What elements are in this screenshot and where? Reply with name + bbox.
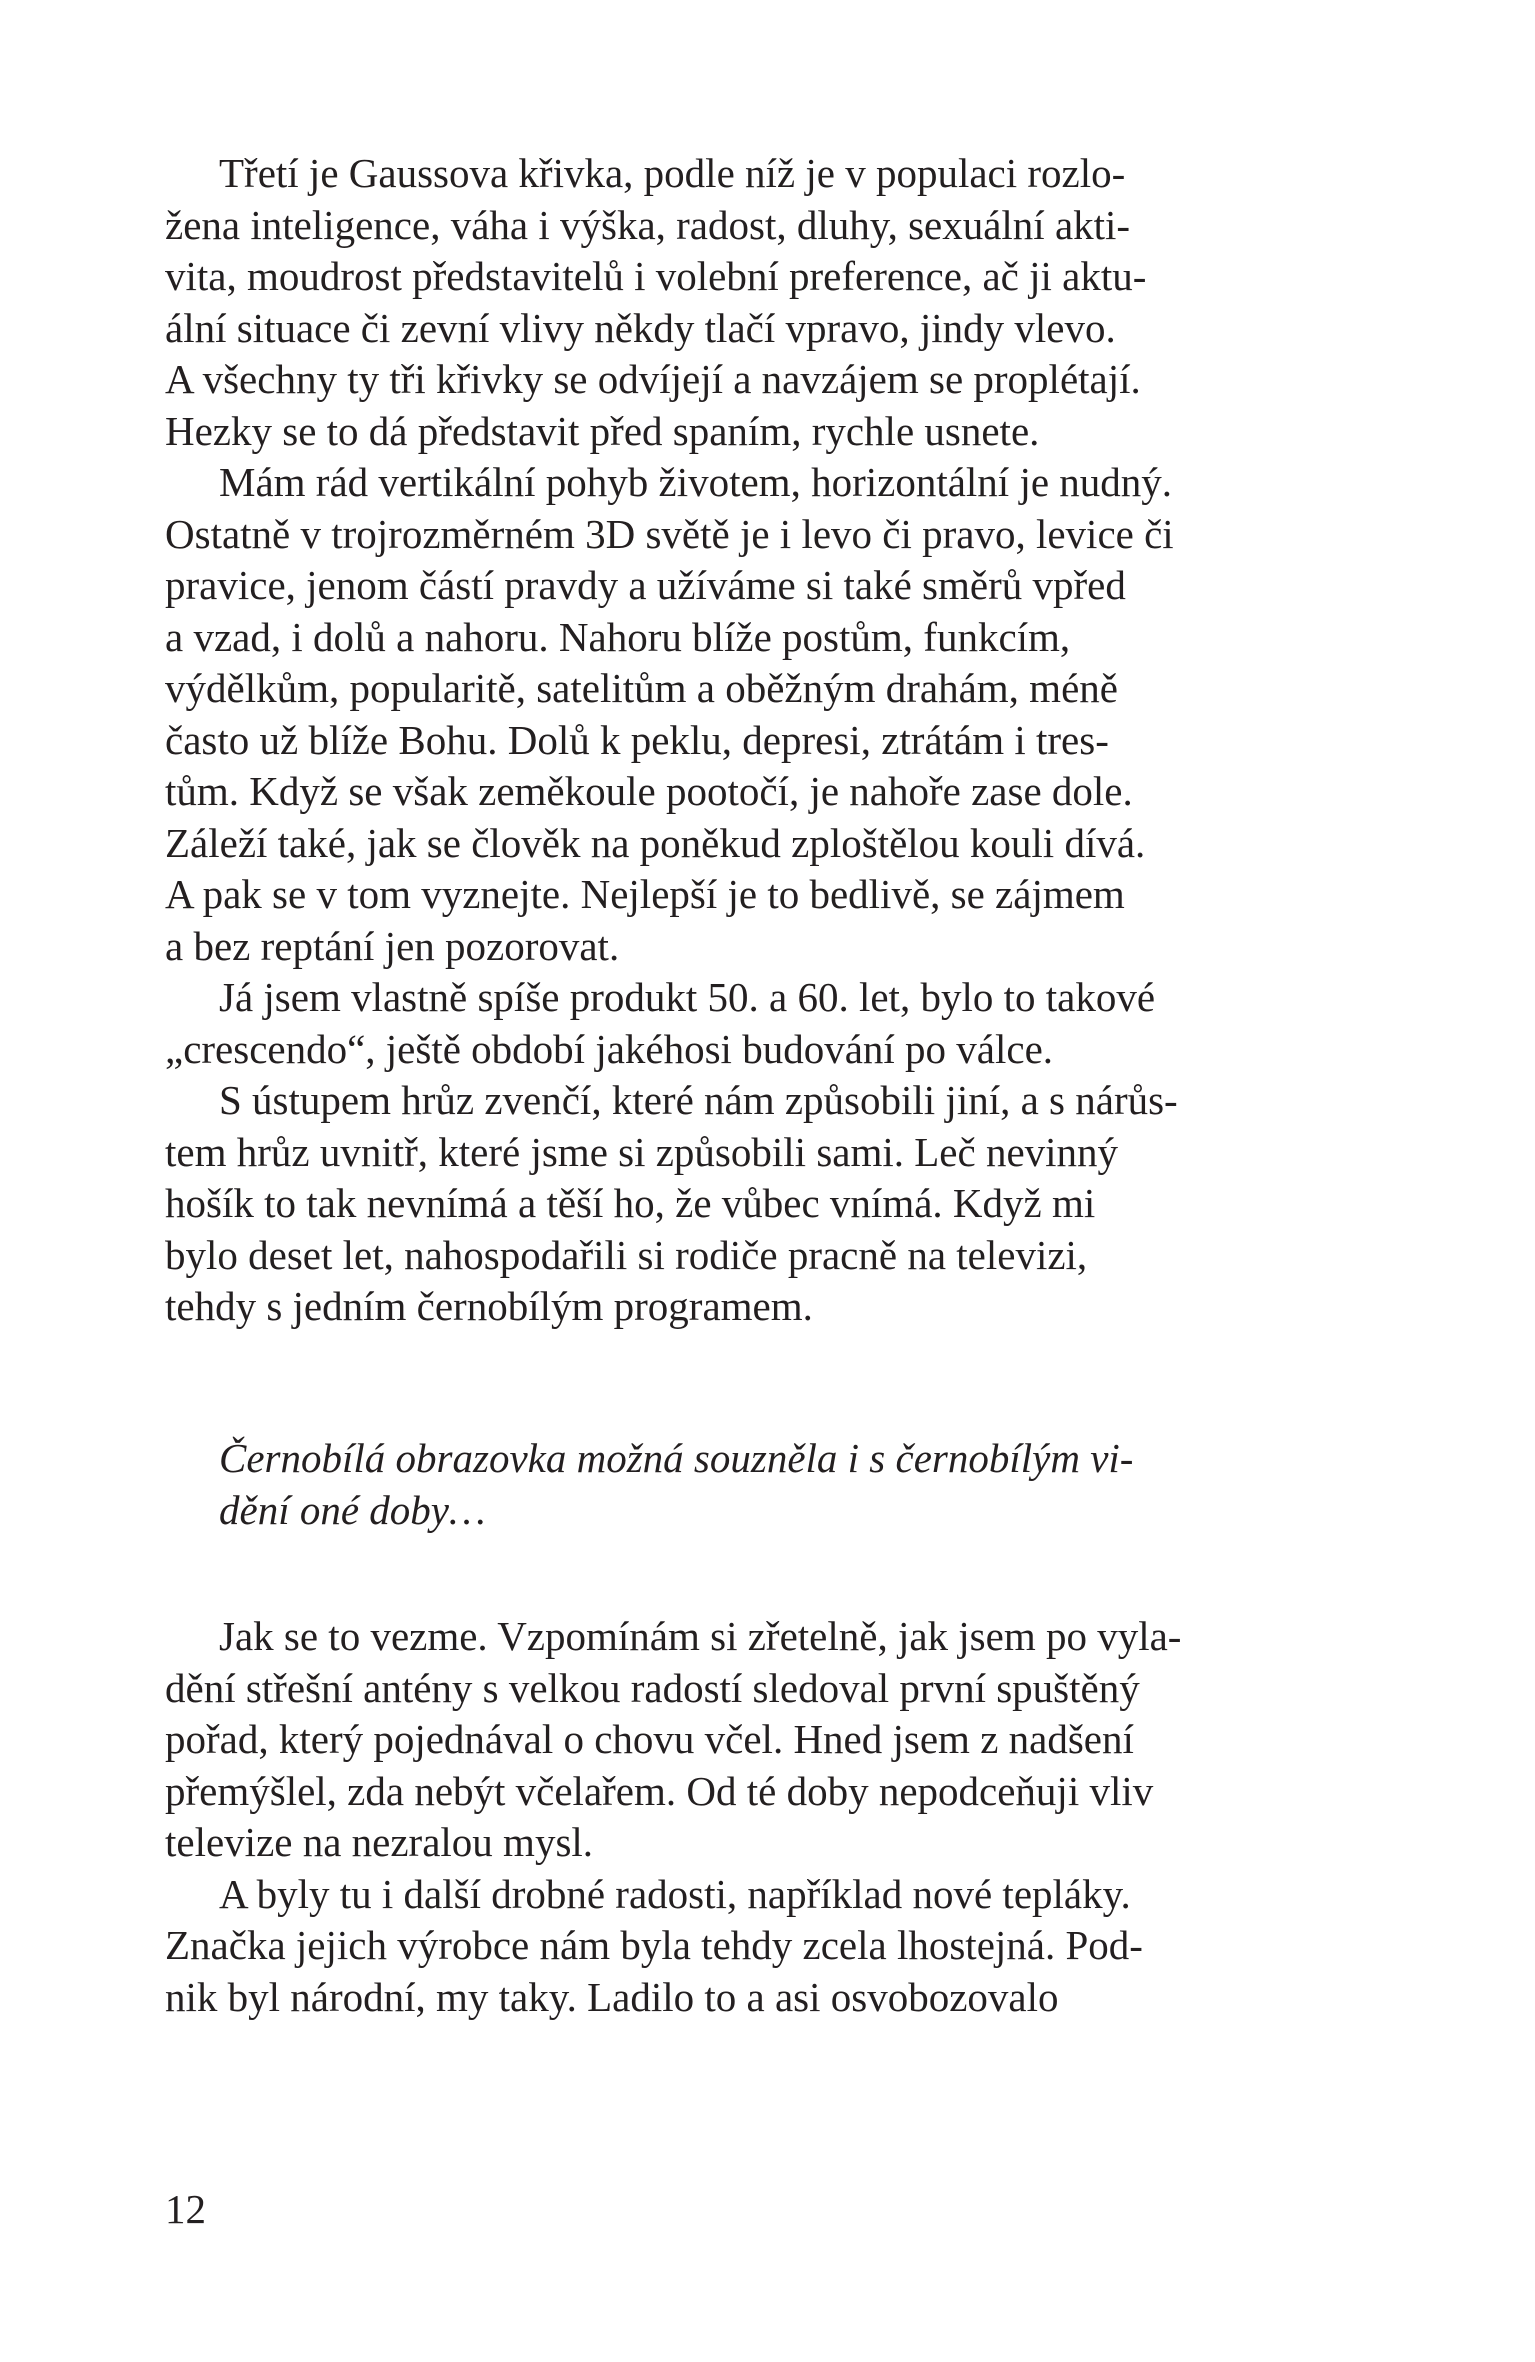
body-text-bottom — [165, 1611, 1315, 2023]
paragraph-crescendo: Já jsem vlastně spíše produkt 50. a 60. let, bylo to takové „crescendo“, ještě období jakéhosi budování po válce. — [165, 974, 1156, 1072]
paragraph-television: S ústupem hrůz zvenčí, které nám způsobili jiní, a s nárůs- tem hrůz uvnitř, které jsme si způsobili sami. Leč nevinný hošík to tak nevnímá a těší ho, že vůbec vnímá. Když mi bylo deset let, nahospodařili si rodiče pracně na televizi, tehdy s jedním černobílým programem. — [165, 1077, 1178, 1329]
paragraph-vertical-movement: Mám rád vertikální pohyb životem, horizontální je nudný. Ostatně v trojrozměrném 3D světě je i levo či pravo, levice či pravice, jenom částí pravdy a užíváme si také směrů vpřed a vzad, i dolů a nahoru. Nahoru blíže postům, funkcím, výdělkům, popularitě, satelitům a oběžným drahám, méně často už blíže Bohu. Dolů k peklu, depresi, ztrátám i tres- tům. Když se však zeměkoule pootočí, je nahoře zase dole. Záleží také, jak se člověk na poněkud zploštělou kouli dívá. A pak se v tom vyznejte. Nejlepší je to bedlivě, se zájmem a bez reptání jen pozorovat. — [165, 459, 1174, 969]
paragraph-gauss: Třetí je Gaussova křivka, podle níž je v populaci rozlo- žena inteligence, váha i výška, radost, dluhy, sexuální akti- vita, moudrost představitelů i volební preference, ač ji aktu- ální situace či zevní vlivy někdy tlačí vpravo, jindy vlevo. A všechny ty tři křivky se odvíjejí a navzájem se proplétají. Hezky se to dá představit před spaním, rychle usnete. — [165, 150, 1147, 454]
interview-question: Černobílá obrazovka možná souzněla i s černobílým vi- dění oné doby… — [219, 1435, 1134, 1533]
paragraph-antenna: Jak se to vezme. Vzpomínám si zřetelně, jak jsem po vyla- dění střešní antény s velkou radostí sledoval první spuštěný pořad, který pojednával o chovu včel. Hned jsem z nadšení přemýšlel, zda nebýt včelařem. Od té doby nepodceňuji vliv televize na nezralou mysl. — [165, 1613, 1182, 1865]
body-text-top — [165, 148, 1315, 1333]
page-number: 12 — [165, 2186, 206, 2232]
paragraph-tracksuits: A byly tu i další drobné radosti, například nové tepláky. Značka jejich výrobce nám byla tehdy zcela lhostejná. Pod- nik byl národní, my taky. Ladilo to a asi osvobozovalo — [165, 1870, 1143, 2020]
